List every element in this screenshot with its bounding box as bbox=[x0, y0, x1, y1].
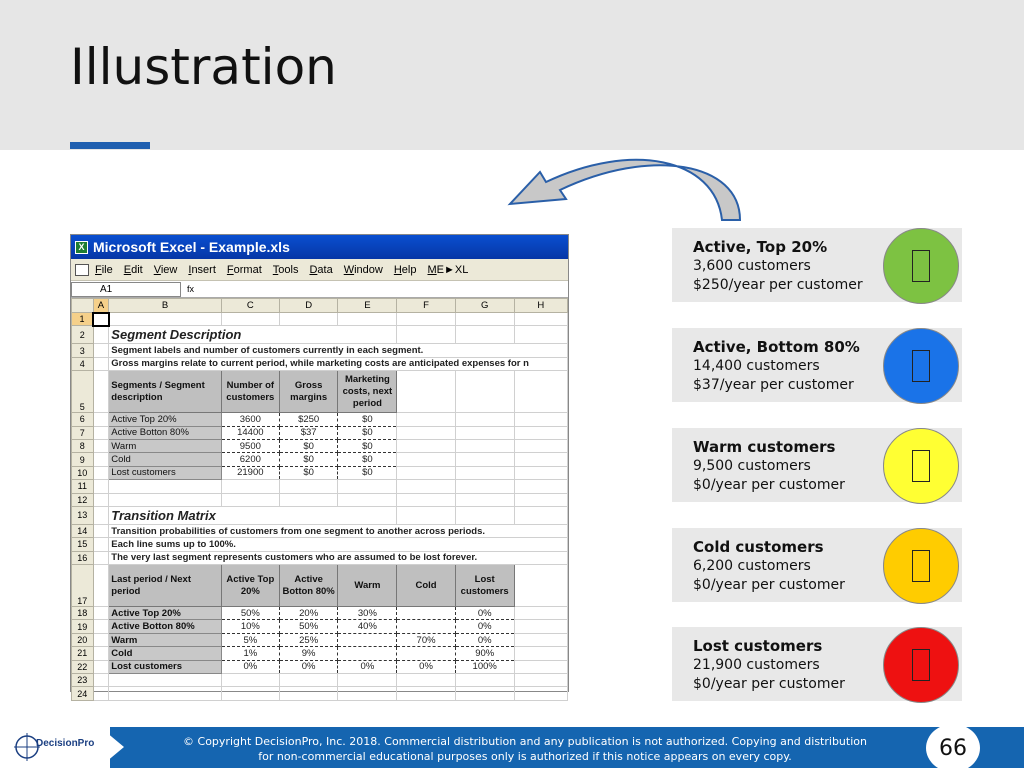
column-header[interactable]: D bbox=[279, 299, 338, 313]
active-cell[interactable] bbox=[93, 313, 109, 326]
segment-status-circle bbox=[883, 228, 959, 304]
table-cell[interactable]: 30% bbox=[338, 607, 397, 620]
section-title-transition-matrix: Transition Matrix bbox=[109, 506, 397, 524]
section-title-segment-description: Segment Description bbox=[109, 326, 397, 344]
menu-window[interactable]: Window bbox=[343, 263, 383, 276]
segment-name: Warm customers bbox=[693, 438, 836, 456]
column-header[interactable]: G bbox=[455, 299, 514, 313]
segment-card-cold bbox=[672, 528, 962, 602]
table-cell[interactable]: $250 bbox=[279, 413, 338, 426]
table-cell[interactable]: 6200 bbox=[221, 453, 279, 466]
slide-title: Illustration bbox=[70, 38, 337, 96]
copyright-line: © Copyright DecisionPro, Inc. 2018. Commercial distribution and any publication is not authorized. Copying and distribution bbox=[183, 735, 867, 748]
sheet-note: Segment labels and number of customers currently in each segment. bbox=[109, 344, 568, 357]
segment-customers: 21,900 customers bbox=[693, 657, 820, 673]
table-cell[interactable]: $0 bbox=[338, 413, 397, 426]
table-row: 22 Lost customers 0% 0% 0% 0% 100% bbox=[72, 660, 568, 673]
logo-text: DecisionPro bbox=[36, 738, 95, 749]
row-label: Cold bbox=[109, 647, 222, 660]
copyright-line: for non-commercial educational purposes only is authorized if this notice appears on every copy. bbox=[258, 750, 792, 763]
select-all-corner[interactable] bbox=[72, 299, 94, 313]
menu-mexl[interactable]: ME►XL bbox=[427, 263, 469, 276]
logo-chevron bbox=[100, 727, 124, 767]
row-label: Active Top 20% bbox=[109, 413, 222, 426]
missing-glyph-icon bbox=[912, 649, 930, 681]
table-cell[interactable]: 1% bbox=[221, 647, 279, 660]
table-cell[interactable]: $37 bbox=[279, 426, 338, 439]
segment-value: $0/year per customer bbox=[693, 676, 845, 692]
table-cell[interactable]: 9% bbox=[279, 647, 338, 660]
table-cell[interactable] bbox=[397, 607, 455, 620]
table-cell[interactable]: 10% bbox=[221, 620, 279, 633]
table-row: 20 Warm 5% 25% 70% 0% bbox=[72, 633, 568, 646]
excel-titlebar bbox=[71, 235, 568, 259]
table-row: 9 Cold 6200 $0 $0 bbox=[72, 453, 568, 466]
table-cell[interactable]: 50% bbox=[279, 620, 338, 633]
segment-customers: 3,600 customers bbox=[693, 258, 811, 274]
column-header[interactable]: B bbox=[109, 299, 222, 313]
table-cell[interactable]: 14400 bbox=[221, 426, 279, 439]
missing-glyph-icon bbox=[912, 250, 930, 282]
table-cell[interactable]: $0 bbox=[279, 466, 338, 479]
table-row: 7 Active Botton 80% 14400 $37 $0 bbox=[72, 426, 568, 439]
table-header-cell: Last period / Next period bbox=[109, 565, 222, 607]
segment-status-circle bbox=[883, 627, 959, 703]
table-row: 6 Active Top 20% 3600 $250 $0 bbox=[72, 413, 568, 426]
sheet-note: Transition probabilities of customers from one segment to another across periods. bbox=[109, 524, 568, 537]
table-header-cell: Gross margins bbox=[279, 371, 338, 413]
segment-status-circle bbox=[883, 528, 959, 604]
excel-menubar bbox=[71, 259, 568, 281]
table-row: 8 Warm 9500 $0 $0 bbox=[72, 439, 568, 452]
missing-glyph-icon bbox=[912, 450, 930, 482]
segment-customers: 14,400 customers bbox=[693, 358, 820, 374]
column-header[interactable]: F bbox=[397, 299, 455, 313]
page-number: 66 bbox=[926, 724, 980, 772]
table-cell[interactable]: $0 bbox=[338, 439, 397, 452]
table-row: 10 Lost customers 21900 $0 $0 bbox=[72, 466, 568, 479]
table-cell[interactable]: 0% bbox=[455, 607, 514, 620]
sheet-note: The very last segment represents customers who are assumed to be lost forever. bbox=[109, 551, 568, 564]
segment-status-circle bbox=[883, 428, 959, 504]
menu-view[interactable]: View bbox=[153, 263, 178, 276]
segment-value: $250/year per customer bbox=[693, 277, 863, 293]
segment-status-circle bbox=[883, 328, 959, 404]
missing-glyph-icon bbox=[912, 550, 930, 582]
menu-insert[interactable]: Insert bbox=[188, 263, 216, 276]
menu-edit[interactable]: Edit bbox=[123, 263, 143, 276]
segment-customers: 9,500 customers bbox=[693, 458, 811, 474]
table-cell[interactable]: 0% bbox=[455, 633, 514, 646]
segment-card-warm bbox=[672, 428, 962, 502]
table-cell[interactable]: $0 bbox=[338, 453, 397, 466]
segment-card-active-bottom bbox=[672, 328, 962, 402]
table-cell[interactable]: 0% bbox=[397, 660, 455, 673]
table-header-cell: Active Botton 80% bbox=[279, 565, 338, 607]
segment-value: $37/year per customer bbox=[693, 377, 854, 393]
table-header-cell: Warm bbox=[338, 565, 397, 607]
table-cell[interactable]: 0% bbox=[455, 620, 514, 633]
column-header[interactable]: H bbox=[514, 299, 567, 313]
excel-title: Microsoft Excel - Example.xls bbox=[93, 239, 290, 255]
segment-value: $0/year per customer bbox=[693, 477, 845, 493]
table-cell[interactable]: 70% bbox=[397, 633, 455, 646]
row-label: Warm bbox=[109, 633, 222, 646]
row-label: Cold bbox=[109, 453, 222, 466]
formula-bar bbox=[71, 281, 568, 298]
column-header[interactable]: A bbox=[93, 299, 109, 313]
name-box[interactable]: A1 bbox=[71, 282, 181, 297]
table-cell[interactable]: 100% bbox=[455, 660, 514, 673]
row-label: Active Botton 80% bbox=[109, 620, 222, 633]
table-cell[interactable]: $0 bbox=[279, 439, 338, 452]
workbook-icon[interactable] bbox=[75, 264, 89, 276]
menu-tools[interactable]: Tools bbox=[272, 263, 299, 276]
table-cell[interactable] bbox=[338, 647, 397, 660]
row-label: Lost customers bbox=[109, 466, 222, 479]
copyright-notice bbox=[150, 734, 900, 764]
table-cell[interactable]: $0 bbox=[338, 426, 397, 439]
row-label: Lost customers bbox=[109, 660, 222, 673]
table-header-cell: Number of customers bbox=[221, 371, 279, 413]
table-cell[interactable]: 0% bbox=[279, 660, 338, 673]
table-header-cell: Lost customers bbox=[455, 565, 514, 607]
segment-name: Active, Top 20% bbox=[693, 238, 828, 256]
segment-name: Cold customers bbox=[693, 538, 824, 556]
menu-data[interactable]: Data bbox=[309, 263, 333, 276]
table-cell[interactable]: 21900 bbox=[221, 466, 279, 479]
table-cell[interactable]: 5% bbox=[221, 633, 279, 646]
spreadsheet-grid: A B C D E F G H 1 2 Segment Description 3 Segment labels and number of customers currently in each segment. 4 Gross margins relate to current period, while marketing costs are anticipated expenses for n 5 Segments / Segment description Number of customers Gross margins Marketing costs, next period 6 Active Top 20% 3600 $250 $0 7 Active Botton 80% 14400 $37 $0 8 Warm 9500 $0 $0 9 Cold 6200 $0 $0 10 Lost customers 21900 $0 $0 11 12 13 Transition Matrix 14 Transition probabilities of customers from one segment to another across periods. 15 Each line sums up to 100%. 16 The very last segment represents customers who are assumed to be lost forever. 17 Last period / Next period Active Top 20% Active Botton 80% Warm Cold Lost customers 18 Active Top 20% 50% 20% 30% 0% 19 Active Botton 80% 10% 50% 40% 0% 20 Warm 5% 25% 70% 0% 21 Cold 1% 9% 90% 22 Lost customers 0% 0% 0% 0% 100% 23 24 bbox=[71, 298, 568, 701]
table-row: 18 Active Top 20% 50% 20% 30% 0% bbox=[72, 607, 568, 620]
table-header-cell: Segments / Segment description bbox=[109, 371, 222, 413]
excel-app-icon: X bbox=[75, 241, 88, 254]
column-header[interactable]: E bbox=[338, 299, 397, 313]
table-cell[interactable]: 20% bbox=[279, 607, 338, 620]
row-label: Active Top 20% bbox=[109, 607, 222, 620]
table-cell[interactable]: 25% bbox=[279, 633, 338, 646]
row-label: Active Botton 80% bbox=[109, 426, 222, 439]
segment-customers: 6,200 customers bbox=[693, 558, 811, 574]
segment-name: Lost customers bbox=[693, 637, 823, 655]
column-header-row bbox=[72, 299, 568, 313]
segment-name: Active, Bottom 80% bbox=[693, 338, 860, 356]
menu-format[interactable]: Format bbox=[226, 263, 262, 276]
table-header-cell: Active Top 20% bbox=[221, 565, 279, 607]
table-row: 21 Cold 1% 9% 90% bbox=[72, 647, 568, 660]
segment-card-lost bbox=[672, 627, 962, 701]
table-cell[interactable]: 0% bbox=[338, 660, 397, 673]
table-cell[interactable]: 50% bbox=[221, 607, 279, 620]
title-accent-bar bbox=[70, 142, 150, 149]
menu-help[interactable]: Help bbox=[393, 263, 417, 276]
table-cell[interactable]: 0% bbox=[221, 660, 279, 673]
table-cell[interactable]: 90% bbox=[455, 647, 514, 660]
segment-value: $0/year per customer bbox=[693, 577, 845, 593]
missing-glyph-icon bbox=[912, 350, 930, 382]
table-header-cell: Marketing costs, next period bbox=[338, 371, 397, 413]
segment-card-active-top bbox=[672, 228, 962, 302]
table-cell[interactable] bbox=[397, 647, 455, 660]
sheet-note: Each line sums up to 100%. bbox=[109, 538, 568, 551]
column-header[interactable]: C bbox=[221, 299, 279, 313]
table-cell[interactable]: $0 bbox=[338, 466, 397, 479]
excel-window bbox=[70, 234, 569, 699]
fx-icon[interactable]: fx bbox=[187, 284, 195, 294]
table-cell[interactable] bbox=[338, 633, 397, 646]
table-row: 19 Active Botton 80% 10% 50% 40% 0% bbox=[72, 620, 568, 633]
table-cell[interactable]: $0 bbox=[279, 453, 338, 466]
table-cell[interactable]: 3600 bbox=[221, 413, 279, 426]
table-header-cell: Cold bbox=[397, 565, 455, 607]
table-cell[interactable]: 9500 bbox=[221, 439, 279, 452]
table-cell[interactable]: 40% bbox=[338, 620, 397, 633]
row-label: Warm bbox=[109, 439, 222, 452]
menu-file[interactable]: File bbox=[95, 263, 113, 276]
sheet-note: Gross margins relate to current period, while marketing costs are anticipated expenses for n bbox=[109, 357, 568, 370]
table-cell[interactable] bbox=[397, 620, 455, 633]
curved-arrow-icon bbox=[500, 152, 750, 232]
